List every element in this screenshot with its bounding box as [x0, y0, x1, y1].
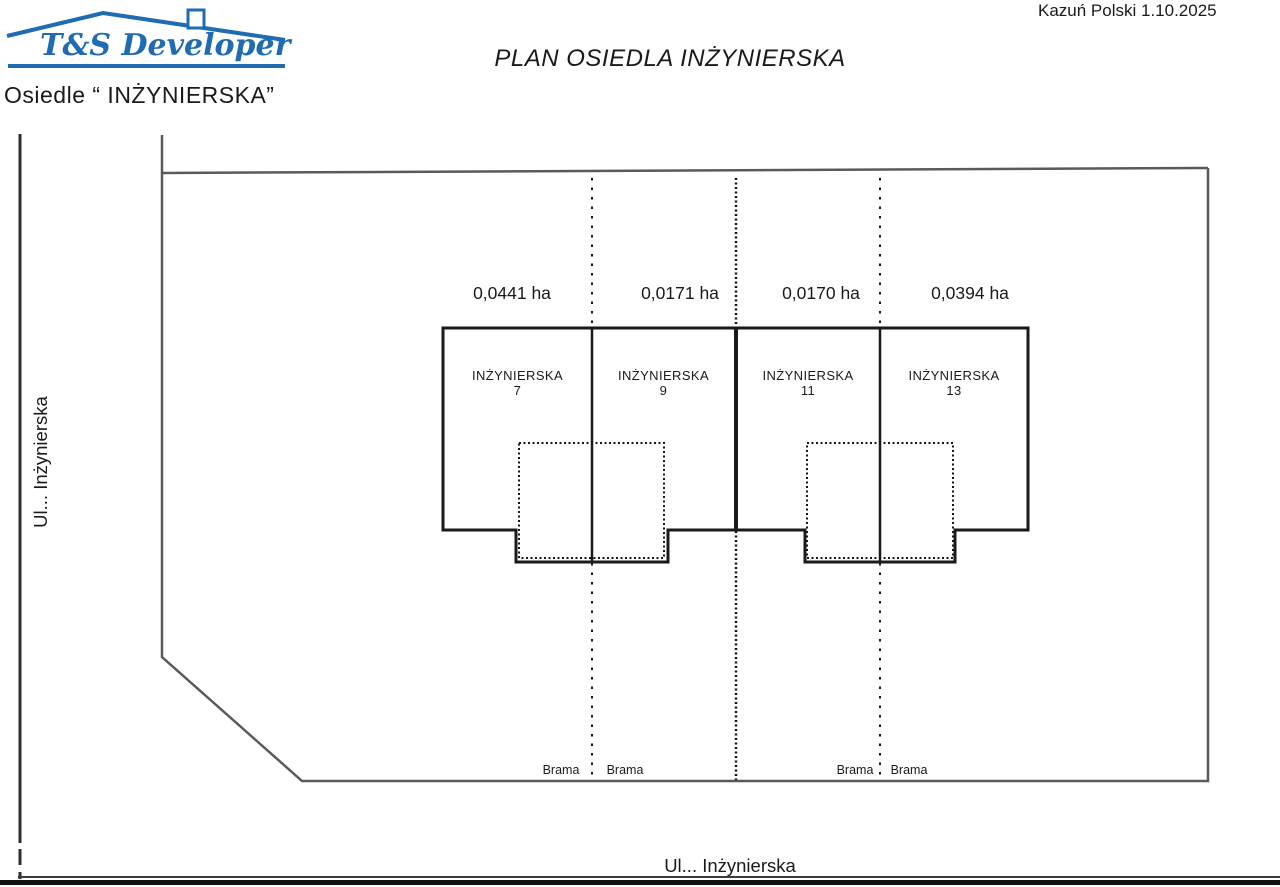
- building-unit-label: [592, 368, 735, 398]
- unit-street: INŻYNIERSKA: [762, 368, 854, 383]
- plot-area-label: 0,0441 ha: [473, 283, 551, 303]
- street-label-bottom: Ul... Inżynierska: [664, 855, 796, 876]
- company-name: T&S Developer: [40, 28, 291, 63]
- street-label-left: Ul... Inżynierska: [30, 396, 51, 528]
- site-boundary-top: [162, 168, 1208, 173]
- plot-area-label: 0,0170 ha: [782, 283, 860, 303]
- unit-street: INŻYNIERSKA: [471, 368, 564, 383]
- unit-number: 7: [513, 383, 522, 398]
- unit-number: 13: [946, 383, 962, 398]
- estate-subtitle: Osiedle “ INŻYNIERSKA”: [4, 82, 275, 108]
- unit-number: 11: [800, 383, 816, 398]
- plan-title: PLAN OSIEDLA INŻYNIERSKA: [494, 45, 846, 72]
- building-unit-label: [736, 368, 880, 398]
- building-unit-label: [443, 368, 592, 398]
- gate-label: Brama: [542, 763, 580, 777]
- building-unit-label: [880, 368, 1028, 398]
- plot-area-label: 0,0394 ha: [931, 283, 1009, 303]
- gate-label: Brama: [606, 763, 644, 777]
- gate-label: Brama: [890, 763, 928, 777]
- gate-label: Brama: [836, 763, 874, 777]
- unit-street: INŻYNIERSKA: [617, 368, 710, 383]
- unit-number: 9: [659, 383, 668, 398]
- plot-area-label: 0,0171 ha: [641, 283, 719, 303]
- unit-street: INŻYNIERSKA: [908, 368, 1000, 383]
- date-location: Kazuń Polski 1.10.2025: [1038, 1, 1217, 20]
- street-bottom-bar: [0, 880, 1280, 885]
